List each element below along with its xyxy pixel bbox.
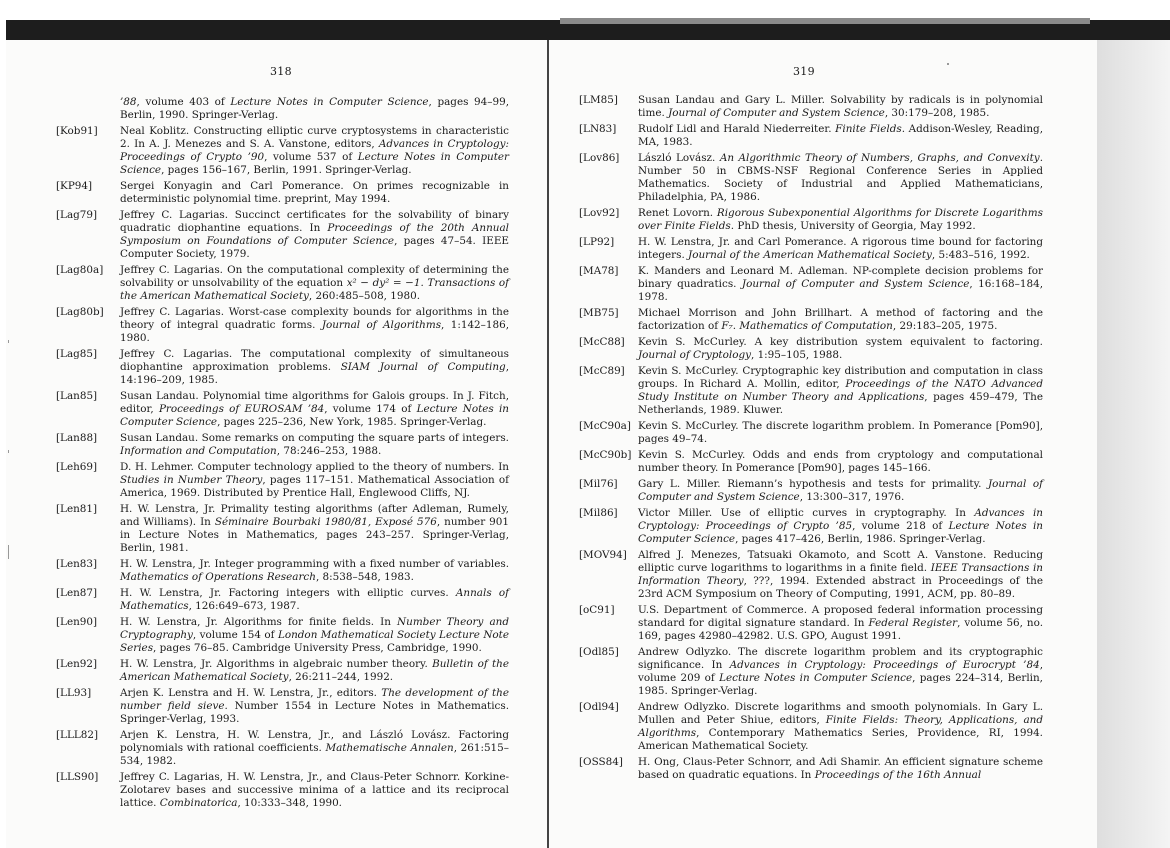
reference-title-italic: Federal Register [868,617,958,629]
reference-text-segment: H. W. Lenstra, Jr. Primality testing algorithms (after Adleman, Rumely, and Williams). In [120,503,509,528]
reference-key: [oC91] [579,604,615,616]
reference-title-italic: Annals of Mathematics [120,587,509,612]
reference-entry [56,558,509,584]
left-page [6,40,548,848]
reference-entry [56,96,509,122]
reference-title-italic: Number Theory and Cryptography [120,616,509,641]
scan-speck [947,63,949,65]
reference-entry [56,264,509,303]
reference-title-italic: London Mathematical Society Lecture Note Series [120,629,509,654]
reference-title-italic: Combinatorica [159,797,238,809]
reference-text-segment: , number 901 in Lecture Notes in Mathematics, pages 243–257. Springer-Verlag, Berlin, 1981. [120,516,509,554]
scan-right-margin [1097,40,1170,848]
reference-title-italic: Lecture Notes in Computer Science [230,96,429,108]
reference-text [120,729,509,768]
reference-key: [LL93] [56,687,92,699]
reference-text [120,125,509,177]
reference-key: [Len81] [56,503,98,515]
reference-text [638,365,1043,417]
reference-key: [MOV94] [579,549,627,561]
reference-text-segment: , 1:95–105, 1988. [750,349,843,361]
reference-text [120,264,509,303]
reference-text-segment: Susan Landau and Gary L. Miller. Solvability by radicals is in polynomial time. [638,94,1043,119]
page-number: 318 [270,65,292,78]
reference-title-italic: Transactions of the American Mathematical Society [120,277,510,302]
reference-key: [Lov86] [579,152,620,164]
reference-entry [579,265,1043,304]
reference-text-segment: U.S. Department of Commerce. A proposed federal information processing standard for digital signature standard. In [638,604,1043,629]
reference-key: [Odl85] [579,646,619,658]
reference-key: [Lan88] [56,432,98,444]
reference-text-segment: Arjen K. Lenstra, H. W. Lenstra, Jr., and László Lovász. Factoring polynomials with rational coefficients. [120,729,509,754]
reference-text-segment: , 260:485–508, 1980. [308,290,421,302]
reference-text-segment: H. W. Lenstra, Jr. Algorithms in algebraic number theory. [120,658,433,670]
reference-entry [56,125,509,177]
reference-text [120,771,509,810]
reference-entry [56,687,509,726]
reference-title-italic: The development of the number field sieve [120,687,509,712]
reference-text-segment: H. Ong, Claus-Peter Schnorr, and Adi Shamir. An efficient signature scheme based on quadratic equations. In [638,756,1043,781]
reference-entry [56,658,509,684]
reference-entry [579,365,1043,417]
reference-text-segment: , pages 224–314, Berlin, 1985. Springer-Verlag. [638,672,1043,697]
reference-text-segment: H. W. Lenstra, Jr. Algorithms for finite fields. In [120,616,398,628]
reference-text-segment: D. H. Lehmer. Computer technology applied to the theory of numbers. In [120,461,509,473]
reference-entry [579,207,1043,233]
reference-list [579,94,1043,785]
reference-text [638,701,1043,753]
reference-key: [LP92] [579,236,615,248]
reference-title-italic: Journal of Computer and System Science [741,278,970,290]
reference-text-segment: Kevin S. McCurley. A key distribution system equivalent to factoring. [638,336,1043,348]
reference-title-italic: Journal of Computer and System Science [638,478,1044,503]
reference-text-segment: Jeffrey C. Lagarias. Succinct certificates for the solvability of binary quadratic diophantine equations. In [120,209,509,234]
reference-title-italic: Information and Computation [120,445,277,457]
reference-text [638,549,1043,601]
reference-entry [579,152,1043,204]
reference-text-segment: H. W. Lenstra, Jr. Integer programming with a fixed number of variables. [120,558,509,570]
reference-key: [Lag80b] [56,306,104,318]
reference-text-segment: , pages 225–236, New York, 1985. Springer-Verlag. [217,416,487,428]
reference-title-italic: Rigorous Subexponential Algorithms for Discrete Logarithms over Finite Fields [638,207,1043,232]
reference-text-segment: , volume 537 of [264,151,358,163]
reference-entry [579,604,1043,643]
reference-key: [Len87] [56,587,98,599]
reference-text-segment: , pages 94–99, Berlin, 1990. Springer-Verlag. [120,96,509,121]
reference-text-segment: Jeffrey C. Lagarias. The computational complexity of simultaneous diophantine approximation problems. [120,348,509,373]
reference-title-italic: Lecture Notes in Computer Science [719,672,913,684]
reference-text-segment: , 30:179–208, 1985. [884,107,990,119]
reference-key: [Odl94] [579,701,619,713]
reference-key: [Mil86] [579,507,618,519]
reference-entry [579,701,1043,753]
reference-entry [579,507,1043,546]
reference-key: [Len92] [56,658,98,670]
reference-text-segment: , pages 459–479, The Netherlands, 1989. Kluwer. [638,391,1043,416]
reference-text-segment: , 29:183–205, 1975. [892,320,998,332]
reference-text [120,96,509,122]
reference-text-segment: Susan Landau. Polynomial time algorithms for Galois groups. In J. Fitch, editor, [120,390,509,415]
reference-key: [LLL82] [56,729,99,741]
reference-text-segment: Andrew Odlyzko. Discrete logarithms and smooth polynomials. In Gary L. Mullen and Peter Shiue, editors, [638,701,1043,726]
reference-title-italic: Mathematics of Computation [739,320,893,332]
reference-title-italic: Finite Fields [835,123,902,135]
reference-text-segment: , volume 218 of [852,520,949,532]
reference-text-segment: Alfred J. Menezes, Tatsuaki Okamoto, and Scott A. Vanstone. Reducing elliptic curve logarithms to logarithms in a finite field. [638,549,1043,574]
reference-key: [Lag80a] [56,264,104,276]
reference-text-segment: Jeffrey C. Lagarias. On the computational complexity of determining the solvability or unsolvability of the equation [120,264,509,289]
reference-text-segment: , 13:300–317, 1976. [799,491,905,503]
reference-text-segment: , 8:538–548, 1983. [315,571,414,583]
reference-text-segment: , pages 417–426, Berlin, 1986. Springer-Verlag. [735,533,986,545]
reference-key: [MA78] [579,265,619,277]
reference-key: [Lag79] [56,209,98,221]
reference-text [638,207,1043,233]
reference-text-segment: , 126:649–673, 1987. [188,600,300,612]
reference-key: [KP94] [56,180,93,192]
reference-text-segment: , Contemporary Mathematics Series, Providence, RI, 1994. American Mathematical Society. [638,727,1043,752]
reference-text-segment: . PhD thesis, University of Georgia, May 1992. [730,220,976,232]
reference-title-italic: Advances in Cryptology: Proceedings of Crypto ’85 [638,507,1043,532]
reference-title-italic: SIAM Journal of Computing [340,361,506,373]
scan-speck [8,450,9,453]
reference-title-italic: IEEE Transactions in Information Theory [638,562,1044,587]
reference-entry [579,756,1043,782]
reference-title-italic: Finite Fields: Theory, Applications, and Algorithms [638,714,1043,739]
reference-key: [LM85] [579,94,618,106]
reference-entry [579,549,1043,601]
reference-key: [Lag85] [56,348,98,360]
reference-entry [579,307,1043,333]
reference-title-italic: Mathematische Annalen [325,742,454,754]
reference-title-italic: Séminaire Bourbaki 1980/81, Exposé 576 [214,516,437,528]
reference-entry [579,449,1043,475]
reference-text-segment: . Addison-Wesley, Reading, MA, 1983. [638,123,1043,148]
reference-text-segment: Jeffrey C. Lagarias. Worst-case complexity bounds for algorithms in the theory of integral quadratic forms. [120,306,509,331]
reference-title-italic: Advances in Cryptology: Proceedings of Eurocrypt ’84 [729,659,1040,671]
reference-text-segment: , volume 174 of [324,403,417,415]
reference-title-italic: Proceedings of the 16th Annual [814,769,982,781]
reference-title-italic: x² − dy² = −1 [346,277,421,289]
reference-key: [Len83] [56,558,98,570]
reference-text-segment: Jeffrey C. Lagarias, H. W. Lenstra, Jr., and Claus-Peter Schnorr. Korkine-Zolotarev bases and successive minima of a lattice and its reciprocal lattice. [120,771,509,809]
reference-text [120,503,509,555]
reference-text [638,94,1043,120]
reference-title-italic: Journal of Cryptology [638,349,751,361]
reference-key: [Lov92] [579,207,620,219]
page-number: 319 [793,65,815,78]
reference-entry [579,236,1043,262]
reference-text-segment: , ???, 1994. Extended abstract in Proceedings of the 23rd ACM Symposium on Theory of Computing, 1991, ACM, pp. 80–89. [638,575,1043,600]
right-page [549,40,1097,848]
reference-entry [579,123,1043,149]
reference-text-segment: K. Manders and Leonard M. Adleman. NP-complete decision problems for binary quadratics. [638,265,1043,290]
reference-text-segment: , pages 76–85. Cambridge University Press, Cambridge, 1990. [153,642,482,654]
reference-text-segment: , 16:168–184, 1978. [638,278,1043,303]
reference-text [120,432,509,458]
reference-entry [56,587,509,613]
reference-text [638,449,1043,475]
reference-text [120,687,509,726]
reference-title-italic: F₇ [721,320,733,332]
reference-key: [McC90b] [579,449,632,461]
reference-title-italic: An Algorithmic Theory of Numbers, Graphs, and Convexity [719,152,1040,164]
reference-text-segment: Victor Miller. Use of elliptic curves in cryptography. In [638,507,975,519]
reference-text [638,646,1043,698]
reference-text-segment: , volume 403 of [136,96,231,108]
reference-text-segment: , pages 47–54. IEEE Computer Society, 1979. [120,235,509,260]
reference-text-segment: Renet Lovorn. [638,207,717,219]
reference-entry [56,729,509,768]
reference-title-italic: Bulletin of the American Mathematical Society [120,658,509,683]
reference-entry [579,478,1043,504]
reference-text [120,587,509,613]
reference-key: [LLS90] [56,771,99,783]
reference-text-segment: , 14:196–209, 1985. [120,361,509,386]
reference-text-segment: Andrew Odlyzko. The discrete logarithm problem and its cryptographic significance. In [638,646,1043,671]
reference-key: [Mil76] [579,478,618,490]
reference-text-segment: . Number 1554 in Lecture Notes in Mathematics. Springer-Verlag, 1993. [120,700,509,725]
reference-title-italic: Journal of Algorithms [321,319,442,331]
reference-text-segment: , volume 209 of [638,659,1043,684]
reference-text-segment: László Lovász. [638,152,720,164]
reference-title-italic: Proceedings of the 20th Annual Symposium on Foundations of Computer Science [120,222,509,247]
reference-text-segment: , 26:211–244, 1992. [288,671,394,683]
reference-text-segment: Neal Koblitz. Constructing elliptic curve cryptosystems in characteristic 2. In A. J. Menezes and S. A. Vanstone, editors, [120,125,509,150]
reference-text-segment: , pages 156–167, Berlin, 1991. Springer-Verlag. [161,164,412,176]
reference-title-italic: Lecture Notes in Computer Science [120,151,509,176]
reference-key: [McC89] [579,365,625,377]
reference-title-italic: Proceedings of the NATO Advanced Study Institute on Number Theory and Applications [638,378,1043,403]
reference-title-italic: Journal of the American Mathematical Society [688,249,932,261]
reference-entry [56,771,509,810]
reference-key: [Len90] [56,616,98,628]
reference-text-segment: Kevin S. McCurley. Odds and ends from cryptology and computational number theory. In Pomerance [Pom90], pages 145–166. [638,449,1043,474]
reference-list [56,96,509,813]
reference-entry [579,646,1043,698]
reference-entry [56,503,509,555]
reference-text [638,604,1043,643]
reference-text-segment: . Number 50 in CBMS-NSF Regional Conference Series in Applied Mathematics. Society of Industrial and Applied Mathematicians, Philadelphia, PA, 1986. [638,152,1043,203]
reference-text-segment: Arjen K. Lenstra and H. W. Lenstra, Jr., editors. [120,687,382,699]
reference-text-segment: H. W. Lenstra, Jr. and Carl Pomerance. A rigorous time bound for factoring integers. [638,236,1043,261]
reference-entry [579,94,1043,120]
reference-entry [56,390,509,429]
reference-entry [56,616,509,655]
reference-text [120,209,509,261]
reference-text-segment: Kevin S. McCurley. The discrete logarithm problem. In Pomerance [Pom90], pages 49–74. [638,420,1043,445]
reference-text [638,336,1043,362]
reference-title-italic: Proceedings of EUROSAM ’84 [158,403,325,415]
reference-entry [56,209,509,261]
reference-key: [McC90a] [579,420,631,432]
reference-key: [MB75] [579,307,619,319]
reference-text-segment: , 10:333–348, 1990. [237,797,342,809]
reference-title-italic: Journal of Computer and System Science [668,107,885,119]
reference-text-segment: , volume 56, no. 169, pages 42980–42982. U.S. GPO, August 1991. [638,617,1043,642]
reference-text-segment: Susan Landau. Some remarks on computing the square parts of integers. [120,432,509,444]
reference-key: [McC88] [579,336,625,348]
reference-entry [56,461,509,500]
reference-text [638,756,1043,782]
reference-text-segment: Michael Morrison and John Brillhart. A method of factoring and the factorization of [638,307,1043,332]
reference-text-segment: . [732,320,740,332]
reference-text [638,507,1043,546]
reference-title-italic: ’88 [120,96,137,108]
reference-title-italic: Lecture Notes in Computer Science [638,520,1043,545]
reference-text-segment: , 261:515–534, 1982. [120,742,509,767]
reference-title-italic: Advances in Cryptology: Proceedings of Crypto ’90 [120,138,509,163]
reference-key: [LN83] [579,123,617,135]
reference-title-italic: Mathematics of Operations Research [120,571,316,583]
scan-speck [8,545,9,559]
reference-text-segment: . [420,277,428,289]
reference-text-segment: Sergei Konyagin and Carl Pomerance. On primes recognizable in deterministic polynomial time. preprint, May 1994. [120,180,509,205]
reference-entry [56,432,509,458]
reference-text-segment: Kevin S. McCurley. Cryptographic key distribution and computation in class groups. In Richard A. Mollin, editor, [638,365,1043,390]
reference-text-segment: , 5:483–516, 1992. [931,249,1030,261]
reference-entry [56,348,509,387]
reference-entry [579,420,1043,446]
reference-text [120,390,509,429]
reference-text [638,236,1043,262]
reference-text [638,307,1043,333]
reference-key: [Kob91] [56,125,98,137]
reference-text-segment: , volume 154 of [192,629,278,641]
reference-title-italic: Studies in Number Theory [120,474,263,486]
reference-text [120,180,509,206]
reference-text [120,461,509,500]
reference-text-segment: , 78:246–253, 1988. [276,445,382,457]
reference-key: [Lan85] [56,390,98,402]
scan-top-edge-fade [560,18,1090,24]
reference-key: [OSS84] [579,756,623,768]
scan-speck [8,340,9,343]
reference-text [120,306,509,345]
reference-text [638,420,1043,446]
reference-text-segment: , pages 117–151. Mathematical Association of America, 1969. Distributed by Prentice Hall, Englewood Cliffs, NJ. [120,474,509,499]
reference-key: [Leh69] [56,461,98,473]
reference-text-segment: Rudolf Lidl and Harald Niederreiter. [638,123,836,135]
reference-text [120,558,509,584]
reference-text-segment: , 1:142–186, 1980. [120,319,510,344]
reference-text-segment: Gary L. Miller. Riemann’s hypothesis and tests for primality. [638,478,989,490]
reference-entry [56,180,509,206]
reference-text [120,616,509,655]
reference-text [638,152,1043,204]
reference-text [120,658,509,684]
reference-text [638,123,1043,149]
reference-text [638,478,1043,504]
reference-text [638,265,1043,304]
reference-text [120,348,509,387]
reference-title-italic: Lecture Notes in Computer Science [120,403,509,428]
reference-entry [579,336,1043,362]
reference-entry [56,306,509,345]
reference-text-segment: H. W. Lenstra, Jr. Factoring integers with elliptic curves. [120,587,456,599]
